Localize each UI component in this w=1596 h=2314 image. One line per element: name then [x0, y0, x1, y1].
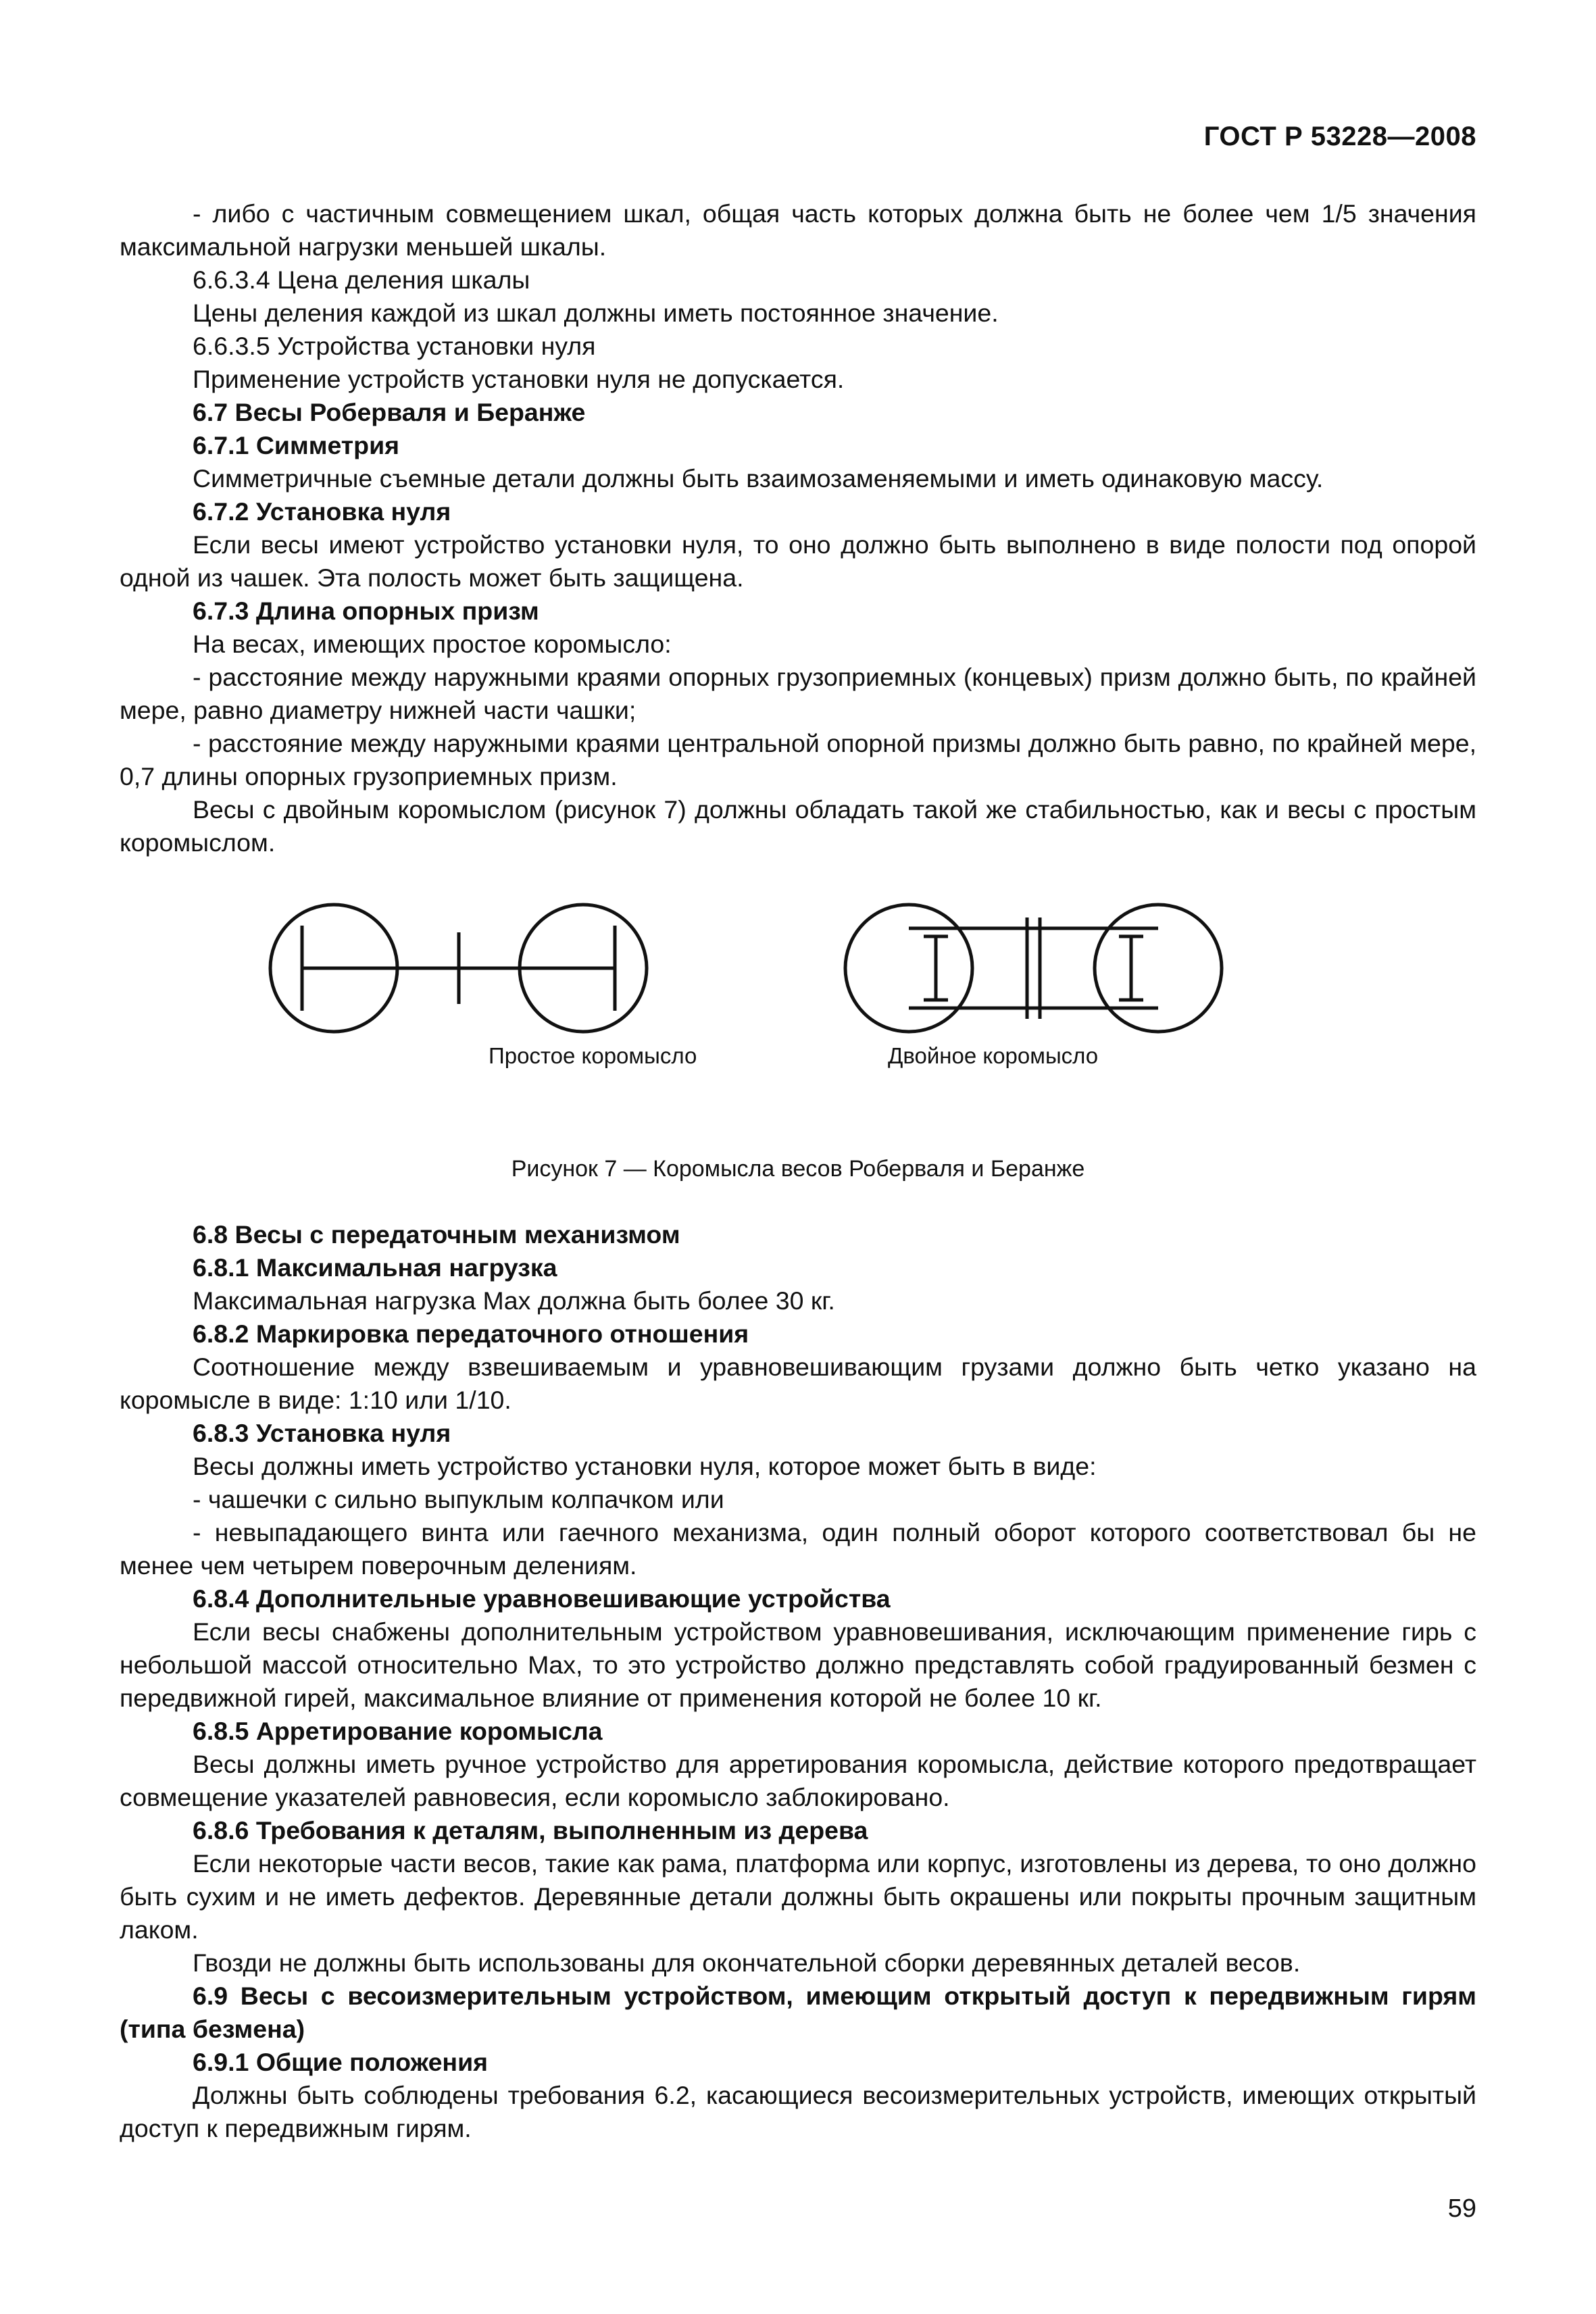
section-heading: 6.8.4 Дополнительные уравновешивающие устройства [193, 1584, 891, 1613]
paragraph: 6.6.3.5 Устройства установки нуля [193, 332, 596, 360]
paragraph: - либо с частичным совмещением шкал, общая часть которых должна быть не более чем 1/5 значения максимальной нагрузки меньшей шкалы. [120, 199, 1476, 261]
document-body [120, 197, 1476, 2145]
double-beam-drawing [845, 905, 1222, 1032]
paragraph: Симметричные съемные детали должны быть взаимозаменяемыми и иметь одинаковую массу. [193, 464, 1324, 493]
paragraph: Если некоторые части весов, такие как рама, платформа или корпус, изготовлены из дерева, то оно должно быть сухим и не иметь дефектов. Деревянные детали должны быть окрашены или покрыты прочным защитным лаком. [120, 1849, 1476, 1944]
paragraph: Если весы имеют устройство установки нуля, то оно должно быть выполнено в виде полости под опорой одной из чашек. Эта полость может быть защищена. [120, 530, 1476, 592]
section-heading: 6.8.2 Маркировка передаточного отношения [193, 1319, 749, 1348]
section-heading: 6.7.2 Установка нуля [193, 497, 451, 526]
double-beam-caption: Двойное коромысло [888, 1043, 1099, 1068]
beam-diagram [120, 890, 1476, 1046]
paragraph: Весы с двойным коромыслом (рисунок 7) должны обладать такой же стабильностью, как и весы с простым коромыслом. [120, 795, 1476, 857]
double-beam-left-pan [845, 905, 972, 1032]
section-heading: 6.9.1 Общие положения [193, 2048, 489, 2076]
paragraph: - чашечки с сильно выпуклым колпачком или [193, 1485, 724, 1513]
paragraph: Гвозди не должны быть использованы для окончательной сборки деревянных деталей весов. [193, 1948, 1301, 1977]
simple-beam-drawing [270, 905, 647, 1032]
figure-title: Рисунок 7 — Коромысла весов Роберваля и Беранже [511, 1156, 1085, 1182]
simple-beam-caption: Простое коромысло [489, 1043, 697, 1068]
document-header: ГОСТ Р 53228—2008 [1203, 122, 1476, 151]
paragraph: - расстояние между наружными краями опорных грузоприемных (концевых) призм должно быть, по крайней мере, равно диаметру нижней части чашки; [120, 663, 1476, 724]
text-section-top [120, 197, 1476, 859]
paragraph: Цены деления каждой из шкал должны иметь постоянное значение. [193, 299, 999, 327]
text-section-bottom [120, 1218, 1476, 2145]
paragraph: - расстояние между наружными краями центральной опорной призмы должно быть равно, по крайней мере, 0,7 длины опорных грузоприемных призм. [120, 729, 1476, 790]
section-heading: 6.7.1 Симметрия [193, 431, 400, 459]
section-heading: 6.8 Весы с передаточным механизмом [193, 1220, 680, 1249]
section-heading: 6.8.1 Максимальная нагрузка [193, 1253, 557, 1282]
paragraph: 6.6.3.4 Цена деления шкалы [193, 266, 530, 294]
section-heading: 6.8.3 Установка нуля [193, 1419, 451, 1447]
paragraph: Соотношение между взвешиваемым и уравновешивающим грузами должно быть четко указано на коромысле в виде: 1:10 или 1/10. [120, 1353, 1476, 1414]
double-beam-right-pan [1095, 905, 1222, 1032]
page-number: 59 [1447, 2194, 1476, 2223]
section-heading: 6.7 Весы Роберваля и Беранже [193, 398, 586, 426]
paragraph: Применение устройств установки нуля не допускается. [193, 365, 845, 393]
section-heading: 6.9 Весы с весоизмерительным устройством, имеющим открытый доступ к передвижным гирям (типа безмена) [120, 1982, 1476, 2043]
paragraph: Максимальная нагрузка Max должна быть более 30 кг. [193, 1286, 835, 1315]
section-heading: 6.8.5 Арретирование коромысла [193, 1717, 603, 1745]
paragraph: На весах, имеющих простое коромысло: [193, 630, 672, 658]
section-heading: 6.7.3 Длина опорных призм [193, 597, 539, 625]
section-heading: 6.8.6 Требования к деталям, выполненным из дерева [193, 1816, 868, 1844]
paragraph: Должны быть соблюдены требования 6.2, касающиеся весоизмерительных устройств, имеющих открытый доступ к передвижным гирям. [120, 2081, 1476, 2142]
paragraph: Весы должны иметь ручное устройство для арретирования коромысла, действие которого предотвращает совмещение указателей равновесия, если коромысло заблокировано. [120, 1750, 1476, 1811]
figure-7 [120, 890, 1476, 1135]
paragraph: Если весы снабжены дополнительным устройством уравновешивания, исключающим применение гирь с небольшой массой относительно Max, то это устройство должно представлять собой градуированный безмен с передвижной гирей, максимальное влияние от применения которой не более 10 кг. [120, 1617, 1476, 1712]
paragraph: Весы должны иметь устройство установки нуля, которое может быть в виде: [193, 1452, 1097, 1480]
paragraph: - невыпадающего винта или гаечного механизма, один полный оборот которого соответствовал бы не менее чем четырем поверочным делениям. [120, 1518, 1476, 1580]
